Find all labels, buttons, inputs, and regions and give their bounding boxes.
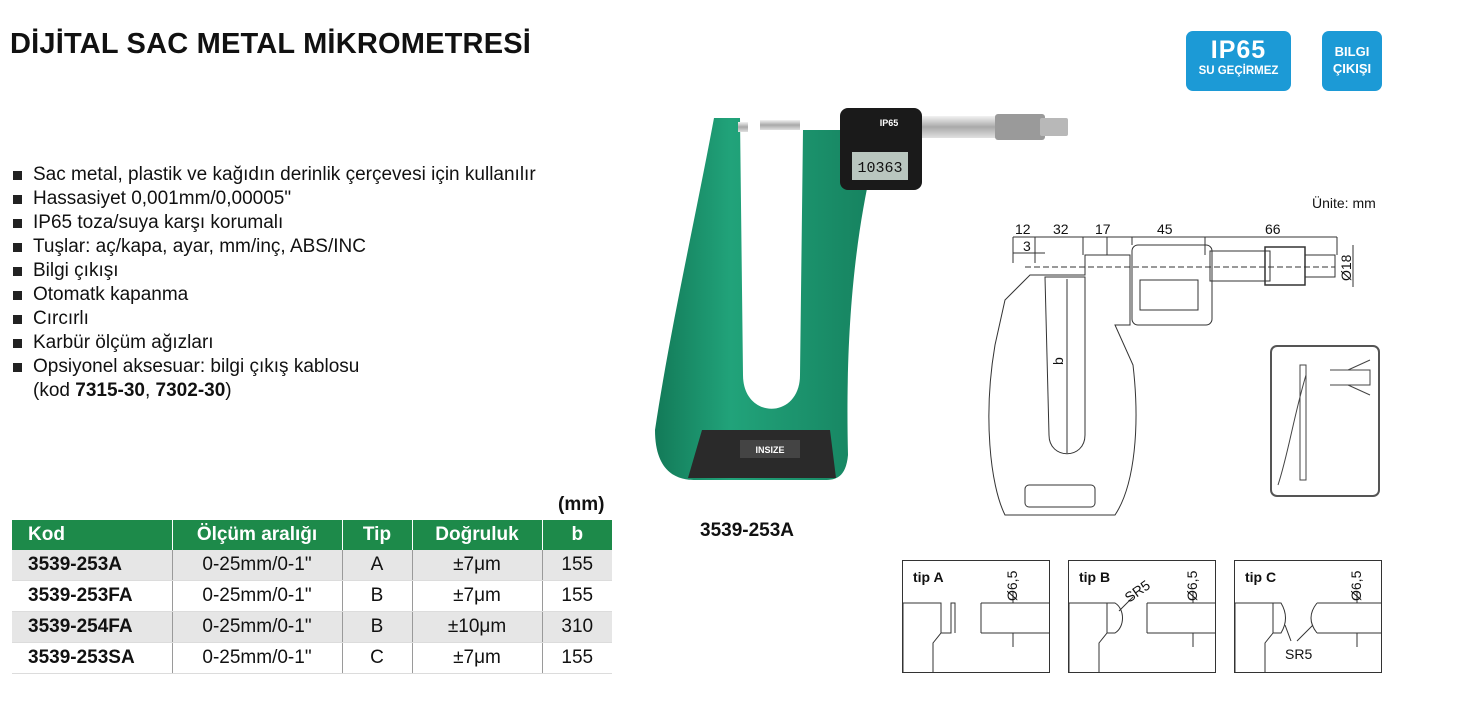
spec-table xyxy=(12,520,612,674)
table-unit: (mm) xyxy=(558,494,605,515)
table-header-row xyxy=(12,520,612,550)
tip-c-dim: Ø6,5 xyxy=(1348,570,1364,601)
cell-accuracy: ±10μm xyxy=(412,612,542,643)
dim-45: 45 xyxy=(1157,221,1173,237)
unit-note: Ünite: mm xyxy=(1312,195,1376,211)
column-header-accuracy: Doğruluk xyxy=(412,520,542,550)
drawing-display xyxy=(1132,245,1212,325)
feature-item: Karbür ölçüm ağızları xyxy=(12,331,536,355)
data-output-badge-line1: BILGI xyxy=(1334,44,1370,59)
cell-code: 3539-254FA xyxy=(12,612,172,643)
cell-type: B xyxy=(342,581,412,612)
cell-type: B xyxy=(342,612,412,643)
cell-range: 0-25mm/0-1" xyxy=(172,550,342,581)
feature-note-prefix: (kod xyxy=(33,380,76,401)
cell-b: 310 xyxy=(542,612,612,643)
cell-b: 155 xyxy=(542,550,612,581)
tip-a-dim: Ø6,5 xyxy=(1004,570,1020,601)
feature-item: Opsiyonel aksesuar: bilgi çıkış kablosu xyxy=(12,355,536,379)
cell-range: 0-25mm/0-1" xyxy=(172,643,342,674)
ip65-badge xyxy=(1186,31,1291,91)
feature-note-suffix: ) xyxy=(225,380,232,401)
ip65-badge-main: IP65 xyxy=(1210,36,1267,64)
display-ip65-label: IP65 xyxy=(879,118,899,128)
spindle xyxy=(760,120,800,130)
dim-12: 12 xyxy=(1015,221,1031,237)
column-header-b: b xyxy=(542,520,612,550)
tip-a-label: tip A xyxy=(913,569,944,585)
drawing-base-slot xyxy=(1025,485,1095,507)
table-row xyxy=(12,581,612,612)
feature-item: Sac metal, plastik ve kağıdın derinlik çerçevesi için kullanılır xyxy=(12,163,536,187)
tip-b-dim: Ø6,5 xyxy=(1184,570,1200,601)
cell-code: 3539-253A xyxy=(12,550,172,581)
feature-list xyxy=(12,163,536,403)
detail-inset xyxy=(1270,345,1380,497)
cell-b: 155 xyxy=(542,643,612,674)
tip-c-sr: SR5 xyxy=(1285,646,1313,662)
column-header-code: Kod xyxy=(12,520,172,550)
brand-text: INSIZE xyxy=(755,445,785,455)
table-row xyxy=(12,550,612,581)
cell-accuracy: ±7μm xyxy=(412,581,542,612)
lcd-reading: 10363 xyxy=(857,160,903,177)
cell-range: 0-25mm/0-1" xyxy=(172,612,342,643)
tip-b-box xyxy=(1068,560,1216,673)
cable-code-1: 7315-30 xyxy=(75,380,145,401)
ip65-badge-sub: SU GEÇİRMEZ xyxy=(1198,65,1279,77)
cell-type: A xyxy=(342,550,412,581)
tip-c-drawing xyxy=(1235,561,1381,672)
cell-code: 3539-253FA xyxy=(12,581,172,612)
cell-type: C xyxy=(342,643,412,674)
tip-c-label: tip C xyxy=(1245,569,1277,585)
column-header-range: Ölçüm aralığı xyxy=(172,520,342,550)
dim-66: 66 xyxy=(1265,221,1281,237)
tip-c-box xyxy=(1234,560,1382,673)
drawing-lcd xyxy=(1140,280,1198,310)
drawing-frame-outline xyxy=(989,255,1136,515)
product-caption: 3539-253A xyxy=(700,520,795,541)
frame-body xyxy=(655,118,872,480)
tip-a-drawing xyxy=(903,561,1049,672)
drawing-sleeve xyxy=(1210,251,1270,281)
feature-note-sep: , xyxy=(144,380,156,401)
cell-range: 0-25mm/0-1" xyxy=(172,581,342,612)
table-row xyxy=(12,643,612,674)
tip-a-box xyxy=(902,560,1050,673)
page-title: DİJİTAL SAC METAL MİKROMETRESİ xyxy=(10,28,532,60)
data-output-badge xyxy=(1322,31,1382,91)
cell-accuracy: ±7μm xyxy=(412,550,542,581)
feature-item: IP65 toza/suya karşı korumalı xyxy=(12,211,536,235)
feature-item: Otomatk kapanma xyxy=(12,283,536,307)
ratchet xyxy=(1040,118,1068,136)
table-row xyxy=(12,612,612,643)
dim-32: 32 xyxy=(1053,221,1069,237)
drawing-thimble xyxy=(1265,247,1305,285)
feature-item: Tuşlar: aç/kapa, ayar, mm/inç, ABS/INC xyxy=(12,235,536,259)
feature-note xyxy=(12,379,536,403)
anvil-stub xyxy=(738,122,748,132)
tip-b-drawing xyxy=(1069,561,1215,672)
cell-code: 3539-253SA xyxy=(12,643,172,674)
feature-item: Cırcırlı xyxy=(12,307,536,331)
cell-accuracy: ±7μm xyxy=(412,643,542,674)
tip-b-sr: SR5 xyxy=(1121,576,1154,606)
tip-b-label: tip B xyxy=(1079,569,1111,585)
dim-3: 3 xyxy=(1023,238,1031,254)
thimble xyxy=(995,114,1045,140)
drawing-ratchet xyxy=(1305,255,1335,277)
column-header-type: Tip xyxy=(342,520,412,550)
dim-17: 17 xyxy=(1095,221,1111,237)
feature-item: Hassasiyet 0,001mm/0,00005" xyxy=(12,187,536,211)
dim-diameter-18: Ø18 xyxy=(1338,254,1354,281)
cable-code-2: 7302-30 xyxy=(155,380,226,401)
data-output-badge-line2: ÇIKIŞI xyxy=(1332,61,1372,76)
dim-b: b xyxy=(1050,357,1066,365)
feature-item: Bilgi çıkışı xyxy=(12,259,536,283)
cell-b: 155 xyxy=(542,581,612,612)
